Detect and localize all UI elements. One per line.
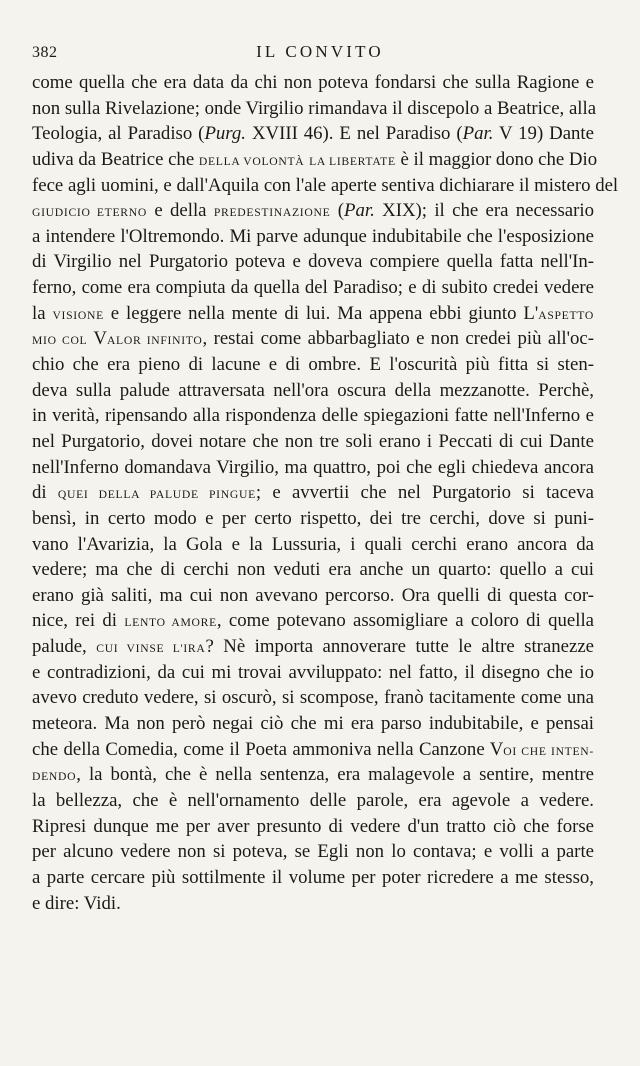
text-run: V (87, 328, 107, 350)
small-caps-run: DELLA VOLONTÀ (198, 154, 305, 168)
text-run: di (32, 482, 58, 504)
text-run: nell'Inferno domandava Virgilio, ma quattro, poi che egli chiedeva ancora (32, 456, 594, 478)
text-line (32, 506, 594, 532)
text-run: Teologia, al Paradiso ( (32, 123, 205, 145)
text-line (32, 429, 594, 455)
text-line (32, 378, 594, 404)
text-line (32, 839, 594, 865)
text-line (32, 326, 594, 352)
text-line (32, 788, 594, 814)
text-run: a intendere l'Oltremondo. Mi parve adunque indubitabile che l'esposizione (32, 225, 594, 247)
text-run: , restai come abbarbagliato e non credei più all'oc- (202, 328, 595, 350)
small-caps-run: CUI VINSE L'IRA (96, 642, 206, 656)
text-run: fece agli uomini, e dall'Aquila con l'ale aperte sentiva dichiarare il mistero del (32, 174, 619, 196)
text-run: bensì, in certo modo e per certo rispetto, dei tre cerchi, dove si puni- (32, 507, 594, 529)
small-caps-run: VISIONE (52, 308, 104, 322)
text-run: , la bontà, che è nella sentenza, era malagevole a sentire, mentre (76, 764, 594, 786)
text-run: meteora. Ma non però negai ciò che mi era parso indubitabile, e pensai (32, 713, 594, 735)
text-line (32, 583, 594, 609)
text-line (32, 865, 594, 891)
text-line (32, 198, 594, 224)
italic-run: Par. (344, 200, 375, 222)
text-run: la bellezza, che è nell'ornamento delle parole, era agevole a vedere. (32, 789, 594, 811)
text-line (32, 249, 594, 275)
page-number: 382 (32, 44, 58, 61)
small-caps-run: PREDESTINAZIONE (213, 206, 331, 220)
text-run: ferno, come era compiuta da quella del Paradiso; e di subito credei vedere (32, 277, 594, 299)
text-run: ( (330, 200, 344, 222)
text-line (32, 70, 594, 96)
text-line (32, 275, 594, 301)
text-line (32, 173, 619, 199)
text-line (32, 301, 594, 327)
text-line (32, 147, 598, 173)
text-run: vano l'Avarizia, la Gola e la Lussuria, i quali cerchi erano ancora da (32, 533, 594, 555)
text-line (32, 762, 594, 788)
running-title: IL CONVITO (256, 42, 384, 61)
italic-run: Purg. (204, 123, 246, 145)
text-run: chio che era pieno di lacune e di ombre. E l'oscurità più fitta si sten- (32, 354, 594, 376)
text-line (32, 711, 594, 737)
text-run: nel Purgatorio, dovei notare che non tre soli erano i Peccati di cui Dante (32, 430, 594, 452)
text-run: erano già saliti, ma cui non avevano percorso. Ora quelli di questa cor- (32, 584, 594, 606)
small-caps-run: GIUDICIO ETERNO (32, 206, 147, 220)
text-run: per alcuno vedere non si poteva, se Egli non lo contava; e volli a parte (32, 841, 594, 863)
text-line (32, 121, 594, 147)
text-line (32, 455, 594, 481)
text-run: non sulla Rivelazione; onde Virgilio rimandava il discepolo a Beatrice, alla (32, 97, 597, 119)
text-line (32, 480, 594, 506)
text-run: ; e avvertii che nel Purgatorio si taceva (255, 482, 594, 504)
text-run: XIX); il che era necessario (374, 200, 594, 222)
text-run: e contradizioni, da cui mi trovai avviluppato: nel fatto, il disegno che io (32, 661, 594, 683)
text-line (32, 403, 594, 429)
text-run: deva sulla palude attraversata nell'ora oscura della mezzanotte. Perchè, (32, 379, 594, 401)
text-run: e leggere nella mente di lui. Ma appena ebbi giunto L' (103, 302, 539, 324)
text-line (32, 685, 594, 711)
text-line (32, 557, 594, 583)
text-run: ? Nè importa annoverare tutte le altre stranezze (205, 636, 595, 658)
text-run: come quella che era data da chi non poteva fondarsi che sulla Ragione e (32, 72, 594, 93)
small-caps-run: LA LIBERTATE (309, 154, 396, 168)
text-run: in verità, ripensando alla rispondenza delle spiegazioni fatte nell'Inferno e (32, 405, 594, 427)
text-run: Ripresi dunque me per aver presunto di vedere d'un tratto ciò che forse (32, 815, 594, 837)
text-line (32, 608, 594, 634)
text-run: a parte cercare più sottilmente il volume per poter ricredere a me stesso, (32, 866, 594, 888)
running-head (32, 40, 608, 66)
text-run: e dire: Vidi. (32, 892, 121, 914)
text-line (32, 224, 594, 250)
text-line (32, 532, 594, 558)
text-line (32, 660, 594, 686)
small-caps-run: DENDO (32, 770, 77, 784)
small-caps-run: MIO COL (32, 334, 88, 348)
text-line (32, 96, 597, 122)
text-run: che della Comedia, come il Poeta ammoniva nella Canzone V (32, 738, 504, 760)
text-run: , come potevano assomigliare a coloro di quella (216, 610, 594, 632)
small-caps-run: LENTO AMORE (124, 616, 217, 630)
text-line (32, 737, 594, 763)
text-run: vedere; ma che di cerchi non veduti era anche un quarto: quello a cui (32, 559, 594, 581)
text-line (32, 891, 594, 917)
text-line (32, 352, 594, 378)
italic-run: Par. (462, 123, 494, 145)
text-line (32, 634, 594, 660)
small-caps-run: QUEI DELLA PALUDE PINGUE (57, 488, 256, 502)
text-run: è il maggior dono che Dio (395, 148, 598, 170)
text-run: XVIII 46). E nel Paradiso ( (246, 123, 463, 145)
body-paragraph (32, 70, 619, 916)
small-caps-run: ASPETTO (538, 308, 595, 322)
small-caps-run: ALOR INFINITO (106, 334, 203, 348)
text-line (32, 814, 594, 840)
text-run: palude, (32, 636, 97, 658)
text-run: avevo creduto vedere, si oscurò, si scompose, franò tacitamente come una (32, 687, 594, 709)
text-run: V 19) Dante (493, 123, 594, 145)
text-run: la (32, 302, 53, 324)
text-run: udiva da Beatrice che (32, 148, 199, 170)
small-caps-run: OI CHE INTEN- (503, 744, 594, 758)
text-run: nice, rei di (32, 610, 125, 632)
text-run: di Virgilio nel Purgatorio poteva e doveva compiere quella fatta nell'In- (32, 251, 594, 273)
text-run: e della (146, 200, 214, 222)
